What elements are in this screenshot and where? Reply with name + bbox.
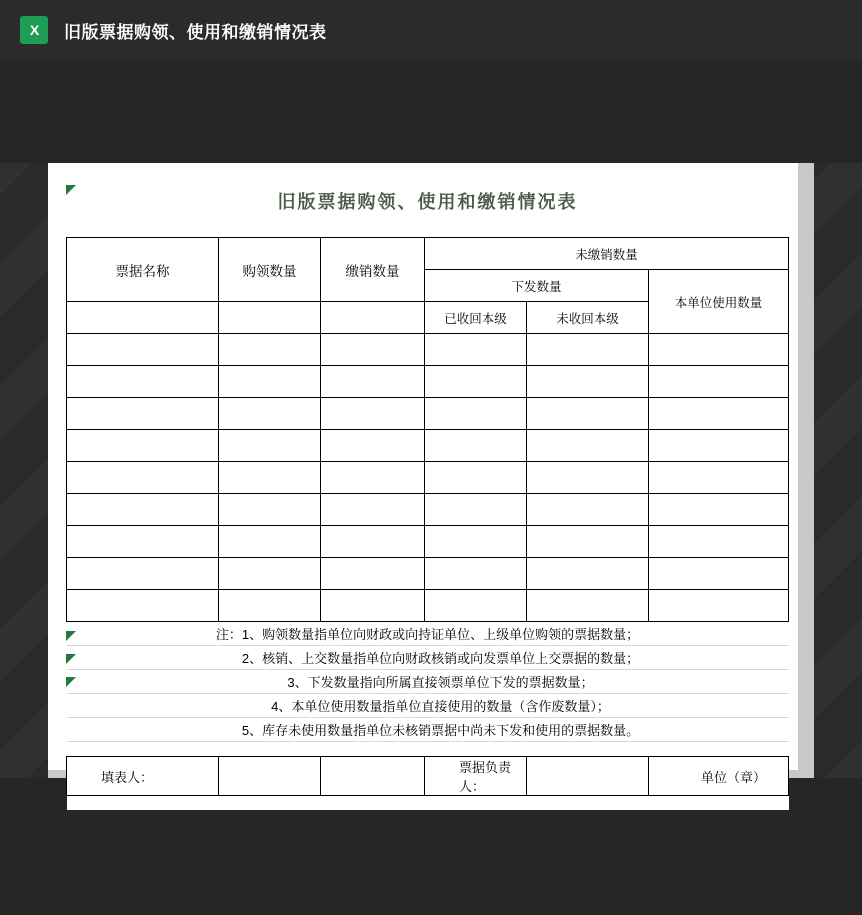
cell-recovered[interactable] xyxy=(425,494,527,526)
cell-own-unit-used[interactable] xyxy=(649,558,789,590)
table-row[interactable] xyxy=(67,590,789,622)
spacer-cell xyxy=(321,796,425,811)
header-filler xyxy=(67,302,219,334)
cell-not-recovered[interactable] xyxy=(527,366,649,398)
cell-name[interactable] xyxy=(67,558,219,590)
table-row[interactable] xyxy=(67,334,789,366)
spreadsheet-canvas[interactable] xyxy=(48,163,798,794)
cell-recovered[interactable] xyxy=(425,366,527,398)
cell-recovered[interactable] xyxy=(425,430,527,462)
col-header-not-recovered: 未收回本级 xyxy=(527,302,649,334)
cell-cancel-qty[interactable] xyxy=(321,430,425,462)
cell-not-recovered[interactable] xyxy=(527,590,649,622)
cell-purchase-qty[interactable] xyxy=(219,494,321,526)
cell-own-unit-used[interactable] xyxy=(649,494,789,526)
cell-not-recovered[interactable] xyxy=(527,526,649,558)
table-row[interactable] xyxy=(67,558,789,590)
note-text-1: 1、购领数量指单位向财政或向持证单位、上级单位购领的票据数量； xyxy=(241,627,640,642)
spacer-cell xyxy=(649,223,789,238)
cell-not-recovered[interactable] xyxy=(527,558,649,590)
note-line-1 xyxy=(67,622,789,646)
cell-cancel-qty[interactable] xyxy=(321,558,425,590)
cell-cancel-qty[interactable] xyxy=(321,494,425,526)
cell-own-unit-used[interactable] xyxy=(649,590,789,622)
cell-purchase-qty[interactable] xyxy=(219,558,321,590)
cell-not-recovered[interactable] xyxy=(527,334,649,366)
cell-cancel-qty[interactable] xyxy=(321,366,425,398)
unit-seal-label: 单位（章） xyxy=(649,757,789,796)
responsible-field[interactable] xyxy=(527,757,649,796)
spacer-row xyxy=(67,223,789,238)
cell-purchase-qty[interactable] xyxy=(219,430,321,462)
cell-name[interactable] xyxy=(67,334,219,366)
cell-cancel-qty[interactable] xyxy=(321,590,425,622)
cell-recovered[interactable] xyxy=(425,590,527,622)
spacer-cell xyxy=(219,796,321,811)
col-header-cancel-qty: 缴销数量 xyxy=(321,238,425,302)
cell-cancel-qty[interactable] xyxy=(321,462,425,494)
col-header-own-unit-used: 本单位使用数量 xyxy=(649,270,789,334)
col-header-issued-group: 下发数量 xyxy=(425,270,649,302)
col-header-uncancelled-group: 未缴销数量 xyxy=(425,238,789,270)
cell-purchase-qty[interactable] xyxy=(219,526,321,558)
footer-blank-cell[interactable] xyxy=(321,757,425,796)
note-line-4: 4、本单位使用数量指单位直接使用的数量（含作废数量）； xyxy=(67,694,789,718)
notes-label: 注： xyxy=(215,627,242,642)
spacer-cell xyxy=(527,223,649,238)
spacer-cell xyxy=(527,742,649,757)
cell-recovered[interactable] xyxy=(425,334,527,366)
cell-purchase-qty[interactable] xyxy=(219,334,321,366)
cell-name[interactable] xyxy=(67,590,219,622)
page-title: 旧版票据购领、使用和缴销情况表 xyxy=(64,22,327,42)
col-header-recovered: 已收回本级 xyxy=(425,302,527,334)
cell-own-unit-used[interactable] xyxy=(649,334,789,366)
cell-cancel-qty[interactable] xyxy=(321,526,425,558)
cell-cancel-qty[interactable] xyxy=(321,334,425,366)
note-row xyxy=(67,622,789,646)
cell-name[interactable] xyxy=(67,494,219,526)
spacer-row xyxy=(67,796,789,811)
cell-recovered[interactable] xyxy=(425,558,527,590)
app-header xyxy=(0,0,862,60)
spacer-cell xyxy=(67,223,219,238)
spacer-cell xyxy=(321,223,425,238)
note-row xyxy=(67,670,789,694)
table-row[interactable] xyxy=(67,366,789,398)
cell-purchase-qty[interactable] xyxy=(219,462,321,494)
cell-name[interactable] xyxy=(67,430,219,462)
cell-purchase-qty[interactable] xyxy=(219,590,321,622)
cell-name[interactable] xyxy=(67,526,219,558)
comment-marker-icon xyxy=(66,654,76,664)
cell-purchase-qty[interactable] xyxy=(219,366,321,398)
preparer-field[interactable] xyxy=(219,757,321,796)
spacer-cell xyxy=(321,742,425,757)
header-filler xyxy=(219,302,321,334)
excel-icon xyxy=(20,16,48,44)
cell-not-recovered[interactable] xyxy=(527,398,649,430)
header-row-top xyxy=(67,238,789,270)
spacer-cell xyxy=(425,223,527,238)
spacer-cell xyxy=(649,742,789,757)
footer-row[interactable] xyxy=(67,757,789,796)
background-band-top xyxy=(0,60,862,163)
col-header-name: 票据名称 xyxy=(67,238,219,302)
table-row[interactable] xyxy=(67,430,789,462)
table-row[interactable] xyxy=(67,462,789,494)
header-filler xyxy=(321,302,425,334)
table-row[interactable] xyxy=(67,494,789,526)
cell-purchase-qty[interactable] xyxy=(219,398,321,430)
cell-own-unit-used[interactable] xyxy=(649,366,789,398)
cell-own-unit-used[interactable] xyxy=(649,462,789,494)
table-row[interactable] xyxy=(67,526,789,558)
excel-icon-label: X xyxy=(29,22,39,38)
cell-cancel-qty[interactable] xyxy=(321,398,425,430)
spacer-cell xyxy=(67,796,219,811)
comment-marker-icon xyxy=(66,631,76,641)
note-row xyxy=(67,646,789,670)
cell-recovered[interactable] xyxy=(425,526,527,558)
cell-name[interactable] xyxy=(67,398,219,430)
note-row xyxy=(67,694,789,718)
title-row xyxy=(67,179,789,223)
cell-name[interactable] xyxy=(67,462,219,494)
report-table[interactable] xyxy=(66,179,789,810)
spacer-cell xyxy=(649,796,789,811)
cell-not-recovered[interactable] xyxy=(527,494,649,526)
responsible-label: 票据负责人： xyxy=(425,757,527,796)
comment-marker-icon xyxy=(66,185,76,195)
cell-not-recovered[interactable] xyxy=(527,462,649,494)
spacer-cell xyxy=(425,796,527,811)
spacer-cell xyxy=(425,742,527,757)
cell-not-recovered[interactable] xyxy=(527,430,649,462)
note-line-5: 5、库存未使用数量指单位未核销票据中尚未下发和使用的票据数量。 xyxy=(67,718,789,742)
col-header-purchase-qty: 购领数量 xyxy=(219,238,321,302)
document-title: 旧版票据购领、使用和缴销情况表 xyxy=(67,179,789,223)
cell-recovered[interactable] xyxy=(425,462,527,494)
cell-own-unit-used[interactable] xyxy=(649,430,789,462)
preparer-label: 填表人： xyxy=(67,757,219,796)
spacer-cell xyxy=(527,796,649,811)
spacer-row xyxy=(67,742,789,757)
note-line-3: 3、下发数量指向所属直接领票单位下发的票据数量； xyxy=(67,670,789,694)
sheet-content[interactable] xyxy=(66,179,788,794)
cell-recovered[interactable] xyxy=(425,398,527,430)
cell-name[interactable] xyxy=(67,366,219,398)
table-row[interactable] xyxy=(67,398,789,430)
spacer-cell xyxy=(219,742,321,757)
spacer-cell xyxy=(219,223,321,238)
comment-marker-icon xyxy=(66,677,76,687)
spacer-cell xyxy=(67,742,219,757)
note-line-2: 2、核销、上交数量指单位向财政核销或向发票单位上交票据的数量； xyxy=(67,646,789,670)
cell-own-unit-used[interactable] xyxy=(649,398,789,430)
note-row xyxy=(67,718,789,742)
cell-own-unit-used[interactable] xyxy=(649,526,789,558)
